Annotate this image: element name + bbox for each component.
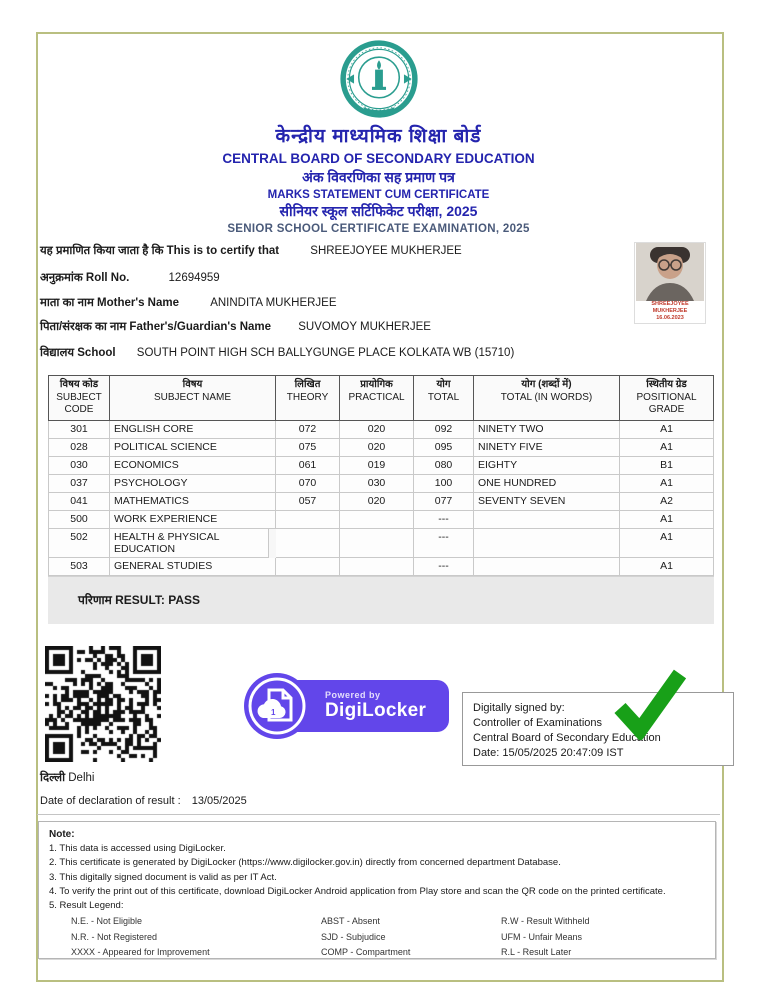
legend-item: SJD - Subjudice [321,931,386,942]
cell-name: GENERAL STUDIES [110,558,276,576]
roll-line [40,270,220,285]
powered-by-label: Powered by [325,690,381,700]
roll-label: अनुक्रमांक Roll No. [40,272,130,284]
mother-label: माता का नाम Mother's Name [40,297,179,309]
cell-code: 502 [48,529,110,558]
candidate-photo-image [636,243,704,301]
candidate-name: SHREEJOYEE MUKHERJEE [310,245,462,257]
col-header-total-words: योग (शब्दों में) TOTAL (IN WORDS) [474,375,620,421]
cell-theory: 061 [276,457,340,475]
exam-title-hindi: सीनियर स्कूल सर्टिफिकेट परीक्षा, 2025 [279,203,478,219]
col-header-subject-name: विषय SUBJECT NAME [110,375,276,421]
cell-name: ECONOMICS [110,457,276,475]
certificate-header [0,40,757,235]
note-item-4: 4. To verify the print out of this certificate, download DigiLocker Android application from Play store and scan the QR code on the printed certificate. [49,885,666,897]
cell-code: 037 [48,475,110,493]
cell-words [474,558,620,576]
father-label: पिता/संरक्षक का नाम Father's/Guardian's Name [40,321,272,333]
declaration-line [40,795,247,807]
declaration-label: Date of declaration of result : [40,795,181,807]
place-english: Delhi [68,772,95,784]
cell-theory [276,511,340,529]
cell-theory: 057 [276,493,340,511]
cell-practical [340,511,414,529]
candidate-photo [634,242,706,324]
digilocker-badge [243,672,449,740]
cell-total: 077 [414,493,474,511]
footer-divider [37,814,720,815]
photo-caption-date: 16.06.2023 [656,315,684,322]
legend-item: COMP - Compartment [321,947,411,958]
legend-item: ABST - Absent [321,916,380,927]
legend-item: R.L - Result Later [501,947,572,958]
father-line [40,319,431,334]
legend-item: UFM - Unfair Means [501,931,583,942]
legend-item: N.R. - Not Registered [71,931,158,942]
col-header-subject-code: विषय कोड SUBJECT CODE [48,375,110,421]
qr-code [45,646,161,762]
cell-words: NINETY FIVE [474,439,620,457]
cell-total: 092 [414,421,474,439]
cell-words: EIGHTY [474,457,620,475]
cell-name: ENGLISH CORE [110,421,276,439]
cell-code: 028 [48,439,110,457]
digilocker-logo-icon [243,672,311,740]
cell-code: 041 [48,493,110,511]
school-line [40,345,514,360]
roll-number: 12694959 [168,272,220,284]
cell-name: HEALTH & PHYSICAL EDUCATION [110,529,269,558]
certify-label: यह प्रमाणित किया जाता है कि This is to certify that [40,245,280,257]
marks-table-panel [48,375,714,624]
signature-line2: Controller of Examinations [473,716,603,729]
col-header-practical: प्रायोगिक PRACTICAL [340,375,414,421]
col-header-theory: लिखित THEORY [276,375,340,421]
cell-practical: 020 [340,439,414,457]
certify-line [40,243,462,258]
digilocker-brand-label: DigiLocker [325,700,427,721]
cell-code: 503 [48,558,110,576]
note-box [38,821,716,959]
org-name-english: CENTRAL BOARD OF SECONDARY EDUCATION [222,151,535,166]
cell-total: --- [414,529,474,558]
cell-words: NINETY TWO [474,421,620,439]
school-label: विद्यालय School [40,347,116,359]
cell-total: 095 [414,439,474,457]
cell-grade: A2 [620,493,714,511]
father-name: SUVOMOY MUKHERJEE [298,321,431,333]
cell-name: POLITICAL SCIENCE [110,439,276,457]
cell-code: 301 [48,421,110,439]
school-name: SOUTH POINT HIGH SCH BALLYGUNGE PLACE KOLKATA WB (15710) [136,347,515,359]
cell-name: MATHEMATICS [110,493,276,511]
cell-grade: A1 [620,558,714,576]
cell-theory [276,558,340,576]
marks-table [48,375,714,576]
cell-words: ONE HUNDRED [474,475,620,493]
cell-name: WORK EXPERIENCE [110,511,276,529]
legend-item: N.E. - Not Eligible [71,916,143,927]
result-pass-label: परिणाम RESULT: PASS [48,576,714,624]
cell-total: --- [414,511,474,529]
doc-title-hindi: अंक विवरणिका सह प्रमाण पत्र [302,169,455,185]
cell-practical: 020 [340,493,414,511]
signature-line1: Digitally signed by: [473,702,565,714]
cell-grade: A1 [620,511,714,529]
col-header-total: योग TOTAL [414,375,474,421]
cell-code: 030 [48,457,110,475]
photo-caption-name: SHREEJOYEE MUKHERJEE [651,301,689,315]
cell-practical [340,558,414,576]
note-item-2: 2. This certificate is generated by DigiLocker (https://www.digilocker.gov.in) directly from concerned department Database. [49,857,561,869]
org-name-hindi: केन्द्रीय माध्यमिक शिक्षा बोर्ड [275,126,482,147]
cell-practical: 030 [340,475,414,493]
cell-practical: 020 [340,421,414,439]
cell-words [474,511,620,529]
cell-theory: 070 [276,475,340,493]
exam-title-english: SENIOR SCHOOL CERTIFICATE EXAMINATION, 2025 [227,223,530,235]
cell-words [474,529,620,558]
doc-title-english: MARKS STATEMENT CUM CERTIFICATE [267,189,490,201]
signature-line4: Date: 15/05/2025 20:47:09 IST [473,746,624,759]
cell-total: --- [414,558,474,576]
cell-grade: A1 [620,421,714,439]
cell-theory: 072 [276,421,340,439]
cell-words: SEVENTY SEVEN [474,493,620,511]
cell-code: 500 [48,511,110,529]
cell-grade: A1 [620,475,714,493]
legend-item: R.W - Result Withheld [501,916,590,927]
place-line [40,770,94,785]
note-item-1: 1. This data is accessed using DigiLocker. [49,843,226,854]
legend-item: XXXX - Appeared for Improvement [71,947,210,958]
cell-theory [276,529,340,558]
signature-valid-check-icon [608,668,686,740]
cell-grade: B1 [620,457,714,475]
place-hindi: दिल्ली [40,772,66,784]
digital-signature-box [462,692,734,766]
cell-grade: A1 [620,439,714,457]
cell-practical: 019 [340,457,414,475]
col-header-positional-grade: स्थितीय ग्रेड POSITIONAL GRADE [620,375,714,421]
declaration-date: 13/05/2025 [191,795,247,807]
signature-line3: Central Board of Secondary Education [473,731,661,744]
cell-grade: A1 [620,529,714,558]
mother-line [40,295,337,310]
svg-text:1: 1 [271,708,276,717]
cell-total: 100 [414,475,474,493]
note-item-3: 3. This digitally signed document is valid as per IT Act. [49,871,277,883]
cell-theory: 075 [276,439,340,457]
note-item-5: 5. Result Legend: [49,900,124,911]
cell-name: PSYCHOLOGY [110,475,276,493]
cell-practical [340,529,414,558]
result-legend [49,915,705,960]
note-title: Note: [49,829,75,840]
cbse-emblem-icon [340,40,418,118]
mother-name: ANINDITA MUKHERJEE [210,297,337,309]
cell-total: 080 [414,457,474,475]
